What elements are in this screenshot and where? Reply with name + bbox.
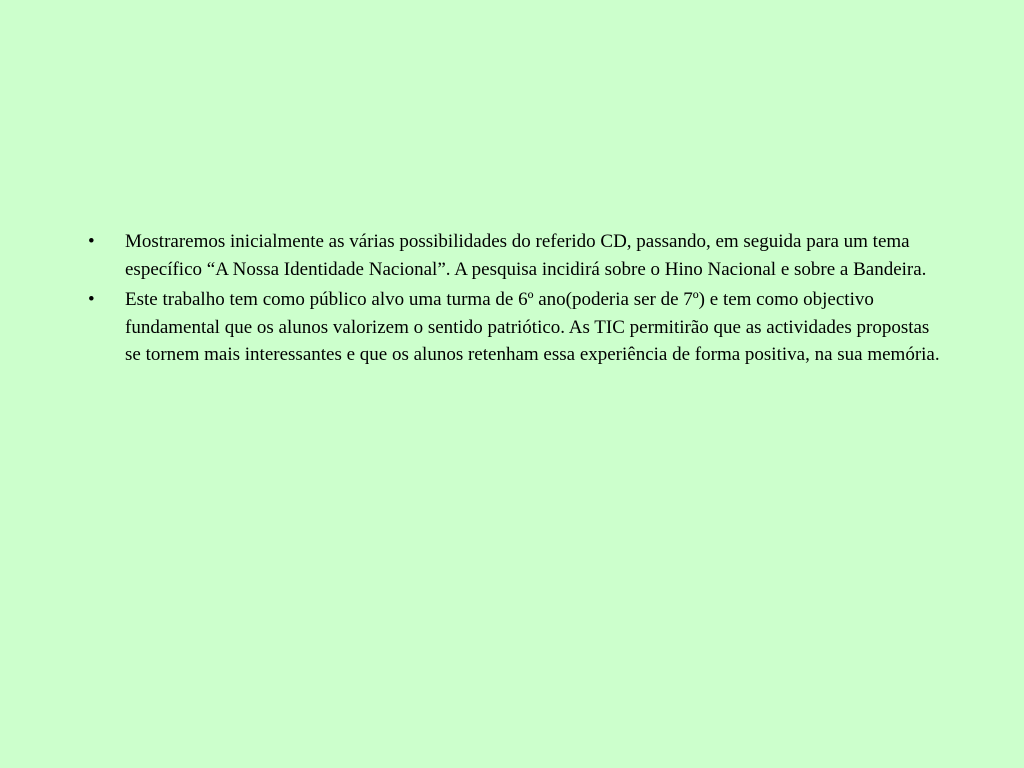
bullet-marker: • bbox=[88, 231, 95, 252]
bullet-item bbox=[88, 286, 948, 369]
bullet-text: Mostraremos inicialmente as várias possibilidades do referido CD, passando, em seguida para um tema específico “A Nossa Identidade Nacional”. A pesquisa incidirá sobre o Hino Nacional e sobre a Bandeira. bbox=[125, 231, 927, 280]
bullet-list bbox=[88, 228, 948, 372]
bullet-item bbox=[88, 228, 948, 283]
bullet-text: Este trabalho tem como público alvo uma turma de 6º ano(poderia ser de 7º) e tem como objectivo fundamental que os alunos valorizem o sentido patriótico. As TIC permitirão que as actividades propostas se tornem mais interessantes e que os alunos retenham essa experiência de forma positiva, na sua memória. bbox=[125, 289, 940, 365]
bullet-marker: • bbox=[88, 289, 95, 310]
